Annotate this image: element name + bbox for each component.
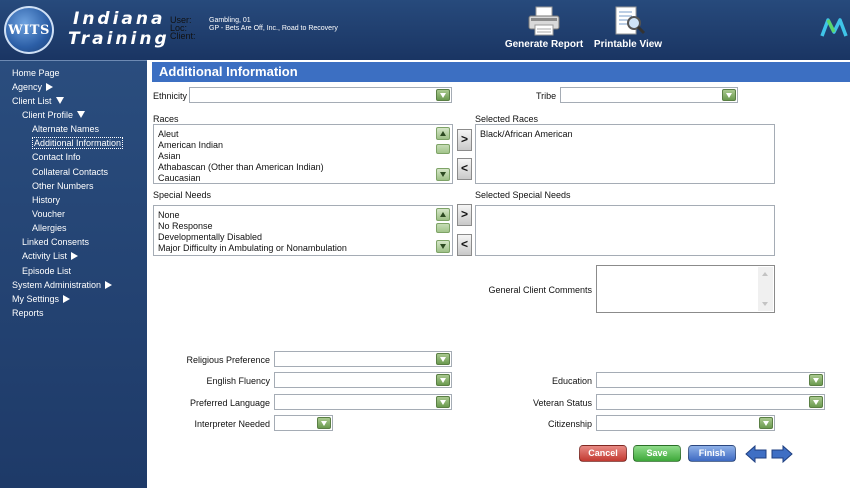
education-select[interactable] [596, 372, 825, 388]
list-item[interactable]: Asian [158, 151, 181, 161]
save-button[interactable]: Save [633, 445, 681, 462]
special-needs-scrollbar[interactable] [436, 208, 450, 253]
sidebar-item-label: Voucher [32, 209, 66, 219]
sidebar-item-reports[interactable] [12, 308, 44, 319]
sidebar-item-linked-consents[interactable] [22, 237, 89, 248]
list-item[interactable]: Athabascan (Other than American Indian) [158, 162, 324, 172]
english-fluency-label: English Fluency [206, 376, 270, 386]
selected-races-list [480, 129, 573, 140]
section-title: Additional Information [152, 62, 850, 82]
app-title-line2: Training [68, 29, 170, 49]
sidebar-item-label: Episode List [22, 266, 72, 276]
triangle-down-icon [56, 97, 64, 104]
special-needs-list [158, 210, 347, 254]
tribe-label: Tribe [536, 91, 557, 101]
selected-races-label: Selected Races [475, 114, 539, 124]
loc-label: Loc: [170, 23, 188, 33]
sidebar-item-episode-list[interactable] [22, 266, 71, 277]
app-title-line1: Indiana [73, 9, 166, 29]
vendor-logo-icon [820, 14, 850, 40]
printable-view-label: Printable View [593, 39, 663, 50]
veteran-status-select[interactable] [596, 394, 825, 410]
sidebar-item-label: Additional Information [34, 138, 122, 148]
preferred-language-label: Preferred Language [189, 398, 270, 408]
sidebar-item-client-profile[interactable] [22, 110, 85, 121]
sidebar-item-home-page[interactable] [12, 68, 60, 79]
remove-special-need-button[interactable]: < [457, 234, 472, 256]
chevron-down-icon[interactable] [759, 417, 773, 429]
interpreter-needed-select[interactable] [274, 415, 333, 431]
user-value: Gambling, 01 [209, 17, 251, 24]
religious-preference-label: Religious Preference [186, 355, 270, 365]
races-list [158, 129, 324, 184]
general-comments-textarea[interactable] [596, 265, 775, 313]
list-item[interactable]: Developmentally Disabled [158, 232, 263, 242]
sidebar-item-collateral-contacts[interactable] [32, 167, 108, 178]
english-fluency-select[interactable] [274, 372, 452, 388]
scroll-thumb[interactable] [436, 223, 450, 233]
sidebar-item-other-numbers[interactable] [32, 181, 94, 192]
preferred-language-select[interactable] [274, 394, 452, 410]
sidebar-item-contact-info[interactable] [32, 152, 81, 163]
triangle-right-icon [105, 281, 112, 289]
loc-value: GP - Bets Are Off, Inc., Road to Recovery [209, 25, 338, 32]
generate-report-label: Generate Report [504, 39, 584, 50]
chevron-down-icon[interactable] [317, 417, 331, 429]
chevron-down-icon[interactable] [809, 374, 823, 386]
triangle-right-icon [71, 252, 78, 260]
triangle-down-icon [77, 111, 85, 118]
sidebar-item-label: System Administration [12, 280, 102, 290]
chevron-down-icon[interactable] [722, 89, 736, 101]
sidebar-item-label: Allergies [32, 223, 67, 233]
chevron-down-icon[interactable] [436, 89, 450, 101]
textarea-scrollbar[interactable] [758, 267, 773, 311]
main-content [148, 60, 850, 488]
sidebar-item-label: Client Profile [22, 110, 74, 120]
races-listbox[interactable] [153, 124, 453, 184]
sidebar-item-my-settings[interactable] [12, 294, 70, 305]
sidebar-item-allergies[interactable] [32, 223, 67, 234]
veteran-status-label: Veteran Status [532, 398, 592, 408]
back-arrow-icon[interactable] [745, 445, 767, 465]
sidebar-item-label: Agency [12, 82, 43, 92]
list-item[interactable]: Black/African American [480, 129, 573, 139]
list-item[interactable]: Aleut [158, 129, 179, 139]
document-magnifier-icon [590, 6, 666, 36]
tribe-select[interactable] [560, 87, 738, 103]
religious-preference-select[interactable] [274, 351, 452, 367]
wits-logo-text: WITS [8, 22, 50, 38]
sidebar-item-label: Linked Consents [22, 237, 90, 247]
finish-button[interactable]: Finish [688, 445, 736, 462]
citizenship-select[interactable] [596, 415, 775, 431]
sidebar-item-label: My Settings [12, 294, 60, 304]
sidebar-item-label: History [32, 195, 61, 205]
citizenship-label: Citizenship [547, 419, 592, 429]
selected-races-listbox[interactable] [475, 124, 775, 184]
sidebar-item-label: Contact Info [32, 152, 81, 162]
printer-icon [500, 6, 588, 36]
sidebar-item-activity-list[interactable] [22, 251, 78, 262]
selected-special-needs-listbox[interactable] [475, 205, 775, 256]
chevron-down-icon[interactable] [809, 396, 823, 408]
add-special-need-button[interactable]: > [457, 204, 472, 226]
ethnicity-label: Ethnicity [153, 91, 188, 101]
sidebar-item-label: Home Page [12, 68, 60, 78]
wits-logo [4, 6, 54, 54]
chevron-down-icon[interactable] [436, 374, 450, 386]
triangle-right-icon [46, 83, 53, 91]
generate-report-button[interactable] [500, 6, 588, 50]
client-label: Client: [170, 31, 196, 41]
scroll-down-icon[interactable] [762, 302, 768, 306]
scroll-up-icon[interactable] [436, 127, 450, 140]
sidebar-item-history[interactable] [32, 195, 60, 206]
scroll-thumb[interactable] [436, 144, 450, 154]
sidebar-item-alternate-names[interactable] [32, 124, 99, 135]
scroll-down-icon[interactable] [436, 168, 450, 181]
add-race-button[interactable]: > [457, 129, 472, 151]
scroll-down-icon[interactable] [436, 240, 450, 253]
scroll-up-icon[interactable] [762, 272, 768, 276]
selected-special-needs-label: Selected Special Needs [475, 190, 571, 200]
sidebar-item-label: Other Numbers [32, 181, 94, 191]
scroll-up-icon[interactable] [436, 208, 450, 221]
interpreter-needed-label: Interpreter Needed [194, 419, 270, 429]
chevron-down-icon[interactable] [436, 396, 450, 408]
sidebar-item-voucher[interactable] [32, 209, 65, 220]
education-label: Education [551, 376, 592, 386]
list-item[interactable]: Major Difficulty in Ambulating or Nonambulation [158, 243, 347, 253]
sidebar-item-label: Activity List [22, 251, 68, 261]
general-comments-label: General Client Comments [488, 285, 592, 295]
sidebar-item-client-list[interactable] [12, 96, 64, 107]
races-label: Races [153, 114, 179, 124]
list-item[interactable]: No Response [158, 221, 213, 231]
special-needs-label: Special Needs [153, 190, 212, 200]
sidebar-item-agency[interactable] [12, 82, 53, 93]
list-item[interactable]: Caucasian [158, 173, 201, 183]
triangle-right-icon [63, 295, 70, 303]
ethnicity-select[interactable] [189, 87, 452, 103]
sidebar-item-system-administration[interactable] [12, 280, 112, 291]
cancel-button[interactable]: Cancel [579, 445, 627, 462]
sidebar-item-label: Alternate Names [32, 124, 100, 134]
sidebar-item-additional-information[interactable] [32, 138, 123, 149]
sidebar [0, 60, 147, 488]
races-scrollbar[interactable] [436, 127, 450, 181]
sidebar-item-label: Client List [12, 96, 52, 106]
chevron-down-icon[interactable] [436, 353, 450, 365]
sidebar-item-label: Collateral Contacts [32, 167, 109, 177]
forward-arrow-icon[interactable] [771, 445, 793, 465]
list-item[interactable]: None [158, 210, 180, 220]
app-header [0, 0, 850, 60]
user-label: User: [170, 15, 192, 25]
printable-view-button[interactable] [590, 6, 666, 50]
remove-race-button[interactable]: < [457, 158, 472, 180]
list-item[interactable]: American Indian [158, 140, 224, 150]
sidebar-item-label: Reports [12, 308, 44, 318]
special-needs-listbox[interactable] [153, 205, 453, 256]
